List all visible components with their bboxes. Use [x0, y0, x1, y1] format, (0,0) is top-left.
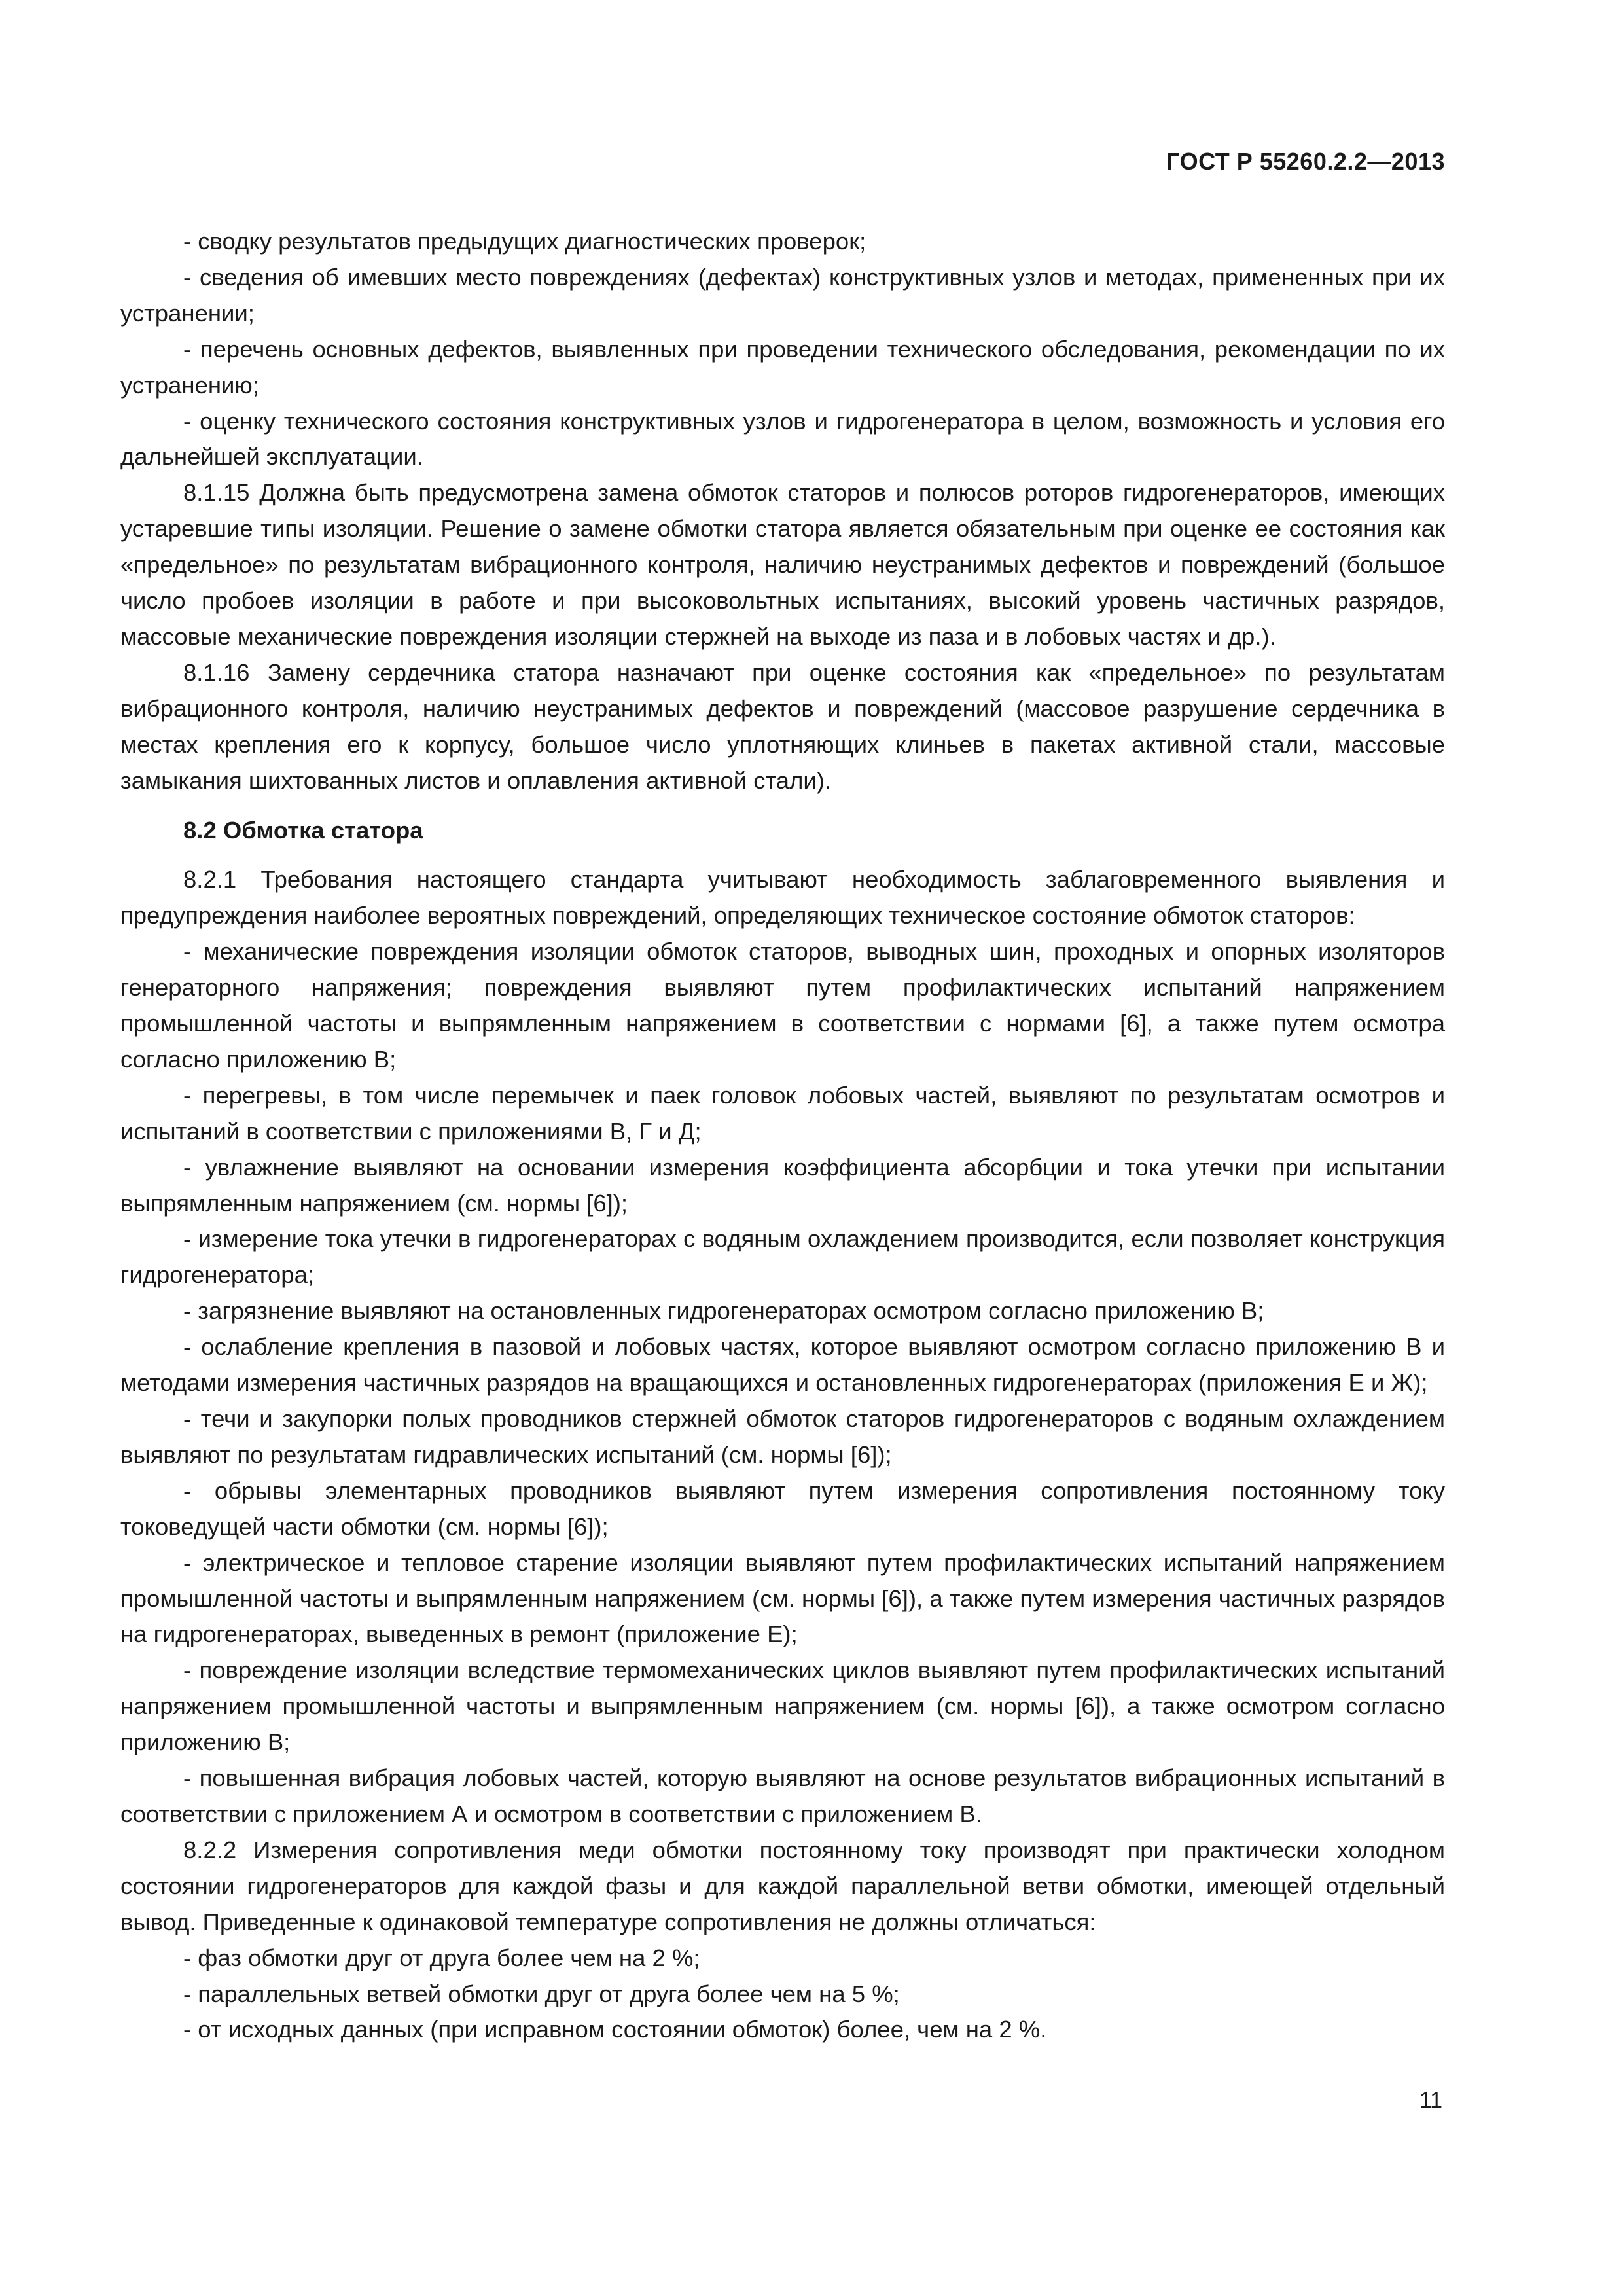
list-item: - увлажнение выявляют на основании измерения коэффициента абсорбции и тока утечки при испытании выпрямленным напряжением (см. нормы [6]); [120, 1153, 1445, 1217]
list-item: - измерение тока утечки в гидрогенераторах с водяным охлаждением производится, если позволяет конструкция гидрогенератора; [120, 1225, 1445, 1289]
paragraph: - оценку технического состояния конструктивных узлов и гидрогенератора в целом, возможность и условия его дальнейшей эксплуатации. [120, 407, 1445, 471]
list-item: - ослабление крепления в пазовой и лобовых частях, которое выявляют осмотром согласно приложению В и методами измерения частичных разрядов на вращающихся и остановленных гидрогенераторах (приложения Е и Ж); [120, 1333, 1445, 1397]
paragraph: - сводку результатов предыдущих диагностических проверок; [183, 228, 866, 255]
page-number: 11 [1419, 2088, 1442, 2113]
list-item: - загрязнение выявляют на остановленных гидрогенераторах осмотром согласно приложению В; [183, 1297, 1264, 1325]
list-item: - обрывы элементарных проводников выявляют путем измерения сопротивления постоянному току токоведущей части обмотки (см. нормы [6]); [120, 1477, 1445, 1540]
list-item: - от исходных данных (при исправном состоянии обмоток) более, чем на 2 %. [183, 2016, 1047, 2043]
list-item: - параллельных ветвей обмотки друг от друга более чем на 5 %; [183, 1980, 900, 2007]
document-code-header: ГОСТ Р 55260.2.2—2013 [1166, 148, 1445, 175]
list-item: - электрическое и тепловое старение изоляции выявляют путем профилактических испытаний напряжением промышленной частоты и выпрямленным напряжением (см. нормы [6]), а также путем измерения частичных разрядов на гидрогенераторах, выведенных в ремонт (приложение Е); [120, 1549, 1445, 1648]
paragraph: 8.1.15 Должна быть предусмотрена замена обмоток статоров и полюсов роторов гидрогенераторов, имеющих устаревшие типы изоляции. Решение о замене обмотки статора является обязательным при оценке ее состояния как «предельное» по результатам вибрационного контроля, наличию неустранимых дефектов и повреждений (большое число пробоев изоляции в работе и при высоковольтных испытаниях, высокий уровень частичных разрядов, массовые механические повреждения изоляции стержней на выходе из паза и в лобовых частях и др.). [120, 479, 1445, 650]
paragraph: - сведения об имевших место повреждениях (дефектах) конструктивных узлов и методах, примененных при их устранении; [120, 263, 1445, 327]
section-heading: 8.2 Обмотка статора [183, 816, 423, 844]
paragraph: 8.2.1 Требования настоящего стандарта учитывают необходимость заблаговременного выявления и предупреждения наиболее вероятных повреждений, определяющих техническое состояние обмоток статоров: [120, 866, 1445, 929]
list-item: - механические повреждения изоляции обмоток статоров, выводных шин, проходных и опорных изоляторов генераторного напряжения; повреждения выявляют путем профилактических испытаний напряжением промышленной частоты и выпрямленным напряжением в соответствии с нормами [6], а также путем осмотра согласно приложению В; [120, 938, 1445, 1073]
list-item: - повреждение изоляции вследствие термомеханических циклов выявляют путем профилактических испытаний напряжением промышленной частоты и выпрямленным напряжением (см. нормы [6]), а также осмотром согласно приложению В; [120, 1657, 1445, 1756]
paragraph: 8.1.16 Замену сердечника статора назначают при оценке состояния как «предельное» по результатам вибрационного контроля, наличию неустранимых дефектов и повреждений (массовое разрушение сердечника в местах крепления его к корпусу, большое число уплотняющих клиньев в пакетах активной стали, массовые замыкания шихтованных листов и оплавления активной стали). [120, 658, 1445, 794]
paragraph: 8.2.2 Измерения сопротивления меди обмотки постоянному току производят при практически холодном состоянии гидрогенераторов для каждой фазы и для каждой параллельной ветви обмотки, имеющей отдельный вывод. Приведенные к одинаковой температуре сопротивления не должны отличаться: [120, 1836, 1445, 1935]
paragraph: - перечень основных дефектов, выявленных при проведении технического обследования, рекомендации по их устранению; [120, 335, 1445, 399]
page-body [120, 224, 1445, 2048]
list-item: - повышенная вибрация лобовых частей, которую выявляют на основе результатов вибрационных испытаний в соответствии с приложением А и осмотром в соответствии с приложением В. [120, 1765, 1445, 1827]
list-item: - перегревы, в том числе перемычек и паек головок лобовых частей, выявляют по результатам осмотров и испытаний в соответствии с приложениями В, Г и Д; [120, 1081, 1445, 1145]
list-item: - фаз обмотки друг от друга более чем на 2 %; [183, 1944, 700, 1971]
list-item: - течи и закупорки полых проводников стержней обмоток статоров гидрогенераторов с водяным охлаждением выявляют по результатам гидравлических испытаний (см. нормы [6]); [120, 1405, 1445, 1468]
